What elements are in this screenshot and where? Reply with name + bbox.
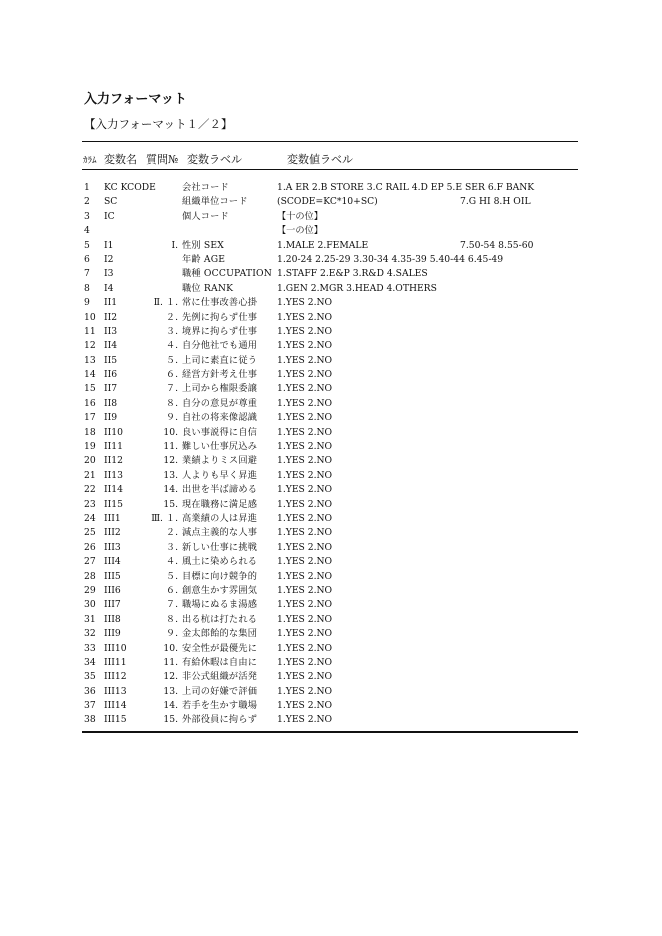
row-column-number: 10: [84, 311, 96, 323]
row-column-number: 14: [84, 369, 96, 381]
row-question-number: ４.: [165, 340, 178, 352]
row-value-labels: 1.YES 2.NO: [277, 714, 333, 726]
row-question-number: 11.: [163, 441, 178, 453]
row-value-labels: 1.YES 2.NO: [277, 383, 333, 395]
row-question-number: ３.: [165, 325, 178, 337]
row-variable-name: III5: [104, 570, 121, 582]
row-value-labels: (SCODE=KC*10+SC): [277, 196, 378, 208]
row-column-number: 12: [84, 340, 96, 352]
table-row: [0, 642, 662, 656]
row-variable-label: 難しい仕事尻込み: [182, 441, 258, 453]
table-row: [0, 483, 662, 497]
table-row: [0, 699, 662, 713]
row-variable-name: II15: [104, 498, 123, 510]
row-variable-label: 安全性が最優先に: [182, 642, 258, 654]
row-variable-name: II12: [104, 455, 123, 467]
row-variable-name: III1: [104, 512, 121, 524]
row-value-labels: 【一の位】: [277, 225, 323, 237]
row-variable-name: II1: [104, 297, 118, 309]
table-row: [0, 685, 662, 699]
row-value-labels: 1.YES 2.NO: [277, 541, 333, 553]
row-value-labels: 1.YES 2.NO: [277, 311, 333, 323]
row-question-number: 10.: [163, 426, 178, 438]
row-question-number: Ⅲ. １.: [151, 512, 178, 524]
row-value-labels: 1.YES 2.NO: [277, 628, 333, 640]
row-variable-label: 人よりも早く昇進: [182, 469, 258, 481]
table-row: [0, 426, 662, 440]
row-variable-name: II7: [104, 383, 118, 395]
row-value-labels: 1.YES 2.NO: [277, 642, 333, 654]
row-value-labels: 1.YES 2.NO: [277, 455, 333, 467]
row-question-number: ８.: [165, 397, 178, 409]
row-value-labels: 1.YES 2.NO: [277, 369, 333, 381]
table-row: [0, 570, 662, 584]
row-question-number: ５.: [165, 354, 178, 366]
row-variable-label: 非公式組織が活発: [182, 671, 258, 683]
row-variable-label: 自分の意見が尊重: [182, 397, 258, 409]
row-variable-label: 減点主義的な人事: [182, 527, 258, 539]
row-variable-name: II3: [104, 325, 118, 337]
row-column-number: 25: [84, 527, 96, 539]
row-variable-name: II10: [104, 426, 123, 438]
row-variable-label: 性別 SEX: [182, 239, 225, 251]
row-value-labels: 1.YES 2.NO: [277, 570, 333, 582]
row-column-number: 4: [84, 225, 90, 237]
row-variable-name: II6: [104, 369, 118, 381]
row-question-number: ２.: [165, 311, 178, 323]
row-variable-name: I3: [104, 268, 114, 280]
row-column-number: 7: [84, 268, 90, 280]
row-value-labels: 1.YES 2.NO: [277, 685, 333, 697]
row-value-labels: 1.YES 2.NO: [277, 340, 333, 352]
row-value-labels: 1.YES 2.NO: [277, 584, 333, 596]
row-column-number: 5: [84, 239, 90, 251]
row-variable-name: II14: [104, 484, 123, 496]
row-value-labels: 1.YES 2.NO: [277, 656, 333, 668]
header-top-rule: [82, 141, 578, 142]
row-variable-name: III2: [104, 527, 121, 539]
row-question-number: ９.: [165, 412, 178, 424]
table-row: [0, 296, 662, 310]
row-question-number: 12.: [163, 671, 178, 683]
table-row: [0, 339, 662, 353]
row-column-number: 15: [84, 383, 96, 395]
row-value-labels: 1.YES 2.NO: [277, 412, 333, 424]
row-variable-label: 高業績の人は昇進: [182, 512, 258, 524]
row-question-number: ６.: [165, 369, 178, 381]
row-variable-label: 年齢 AGE: [182, 253, 226, 265]
table-row: [0, 598, 662, 612]
row-value-labels: 1.GEN 2.MGR 3.HEAD 4.OTHERS: [277, 282, 437, 294]
row-variable-name: I2: [104, 253, 114, 265]
row-variable-name: IC: [104, 210, 115, 222]
section-subtitle: 【入力フォーマット１／２】: [84, 117, 233, 131]
row-variable-label: 若手を生かす職場: [182, 700, 258, 712]
row-column-number: 1: [84, 182, 90, 193]
row-variable-name: KC KCODE: [104, 182, 156, 193]
row-column-number: 20: [84, 455, 96, 467]
row-variable-label: 新しい仕事に挑戦: [182, 541, 258, 553]
row-variable-label: 上司の好嫌で評価: [182, 685, 258, 697]
row-question-number: ８.: [165, 613, 178, 625]
row-column-number: 27: [84, 556, 96, 568]
row-question-number: 14.: [163, 484, 178, 496]
row-question-number: ３.: [165, 541, 178, 553]
row-value-labels: 1.STAFF 2.E&P 3.R&D 4.SALES: [277, 268, 428, 280]
table-row: [0, 541, 662, 555]
row-value-labels: 1.MALE 2.FEMALE: [277, 239, 369, 251]
row-variable-label: 経営方針考え仕事: [182, 369, 258, 381]
row-value-labels: 1.YES 2.NO: [277, 484, 333, 496]
row-variable-label: 外部役員に拘らず: [182, 714, 258, 726]
row-variable-label: 組織単位コード: [182, 196, 248, 208]
row-variable-name: III8: [104, 613, 121, 625]
table-row: [0, 526, 662, 540]
row-column-number: 33: [84, 642, 96, 654]
table-row: [0, 498, 662, 512]
row-variable-name: I4: [104, 282, 114, 294]
row-column-number: 31: [84, 613, 96, 625]
row-variable-name: II9: [104, 412, 118, 424]
row-variable-name: SC: [104, 196, 118, 208]
table-row: [0, 670, 662, 684]
row-column-number: 24: [84, 512, 96, 524]
row-variable-label: 自分他社でも通用: [182, 340, 258, 352]
row-column-number: 38: [84, 714, 96, 726]
table-row: [0, 354, 662, 368]
row-question-number: 11.: [163, 656, 178, 668]
row-variable-name: III9: [104, 628, 121, 640]
table-row: [0, 584, 662, 598]
row-variable-name: II4: [104, 340, 118, 352]
row-variable-name: II8: [104, 397, 118, 409]
row-column-number: 37: [84, 700, 96, 712]
row-column-number: 9: [84, 297, 90, 309]
row-column-number: 29: [84, 584, 96, 596]
row-variable-name: III10: [104, 642, 127, 654]
row-column-number: 16: [84, 397, 96, 409]
row-variable-label: 有給休暇は自由に: [182, 656, 258, 668]
row-column-number: 36: [84, 685, 96, 697]
row-variable-name: III12: [104, 671, 127, 683]
row-column-number: 32: [84, 628, 96, 640]
row-question-number: 15.: [163, 498, 178, 510]
header-bottom-rule: [82, 169, 578, 170]
row-variable-name: II13: [104, 469, 123, 481]
header-col: ｶﾗﾑ: [83, 156, 97, 166]
table-row: [0, 555, 662, 569]
row-question-number: 13.: [163, 469, 178, 481]
table-row: [0, 311, 662, 325]
table-row: [0, 239, 662, 253]
row-question-number: 12.: [163, 455, 178, 467]
row-column-number: 2: [84, 196, 90, 208]
table-row: [0, 613, 662, 627]
row-variable-name: III7: [104, 599, 121, 611]
row-column-number: 6: [84, 253, 90, 265]
header-values: 変数値ラベル: [287, 153, 353, 166]
table-row: [0, 512, 662, 526]
row-value-labels: 【十の位】: [277, 210, 323, 222]
table-row: [0, 454, 662, 468]
row-variable-label: 業績よりミス回避: [182, 455, 258, 467]
row-variable-name: III11: [104, 656, 127, 668]
table-row: [0, 411, 662, 425]
row-value-labels: 1.A ER 2.B STORE 3.C RAIL 4.D EP 5.E SER 6.F BANK: [277, 182, 535, 193]
table-row: [0, 181, 662, 195]
table-row: [0, 440, 662, 454]
row-question-number: 13.: [163, 685, 178, 697]
page-title: 入力フォーマット: [84, 92, 187, 107]
row-variable-label: 風土に染められる: [182, 556, 258, 568]
row-column-number: 21: [84, 469, 96, 481]
table-row: [0, 627, 662, 641]
row-variable-name: II5: [104, 354, 118, 366]
row-value-labels: 1.YES 2.NO: [277, 512, 333, 524]
table-bottom-rule: [82, 731, 578, 733]
row-value-labels: 1.YES 2.NO: [277, 297, 333, 309]
header-var: 変数名: [104, 153, 137, 166]
row-question-number: Ⅱ. １.: [153, 297, 178, 309]
row-column-number: 30: [84, 599, 96, 611]
row-variable-name: III14: [104, 700, 127, 712]
table-row: [0, 253, 662, 267]
row-column-number: 17: [84, 412, 96, 424]
table-row: [0, 656, 662, 670]
table-row: [0, 368, 662, 382]
table-row: [0, 469, 662, 483]
row-variable-label: 金太郎飴的な集団: [182, 628, 258, 640]
row-column-number: 22: [84, 484, 96, 496]
row-question-number: 15.: [163, 714, 178, 726]
row-variable-label: 現在職務に満足感: [182, 498, 258, 510]
table-row: [0, 282, 662, 296]
row-variable-name: III6: [104, 584, 121, 596]
row-variable-label: 職種 OCCUPATION: [182, 268, 273, 280]
row-question-number: ７.: [165, 599, 178, 611]
row-value-labels: 1.YES 2.NO: [277, 397, 333, 409]
row-variable-label: 目標に向け競争的: [182, 570, 258, 582]
row-value-labels: 1.YES 2.NO: [277, 599, 333, 611]
row-variable-name: I1: [104, 239, 114, 251]
row-variable-label: 出る杭は打たれる: [182, 613, 258, 625]
row-column-number: 19: [84, 441, 96, 453]
row-variable-name: III3: [104, 541, 121, 553]
row-column-number: 28: [84, 570, 96, 582]
row-value-labels: 1.YES 2.NO: [277, 700, 333, 712]
table-row: [0, 325, 662, 339]
variable-table: [0, 181, 662, 728]
row-value-labels-extra: 7.50-54 8.55-60: [460, 239, 534, 251]
header-label: 変数ラベル: [187, 153, 242, 166]
row-value-labels: 1.YES 2.NO: [277, 613, 333, 625]
row-value-labels: 1.20-24 2.25-29 3.30-34 4.35-39 5.40-44 6.45-49: [277, 253, 504, 265]
row-value-labels: 1.YES 2.NO: [277, 556, 333, 568]
row-question-number: ７.: [165, 383, 178, 395]
row-value-labels: 1.YES 2.NO: [277, 426, 333, 438]
row-value-labels: 1.YES 2.NO: [277, 469, 333, 481]
header-qno: 質問№: [146, 153, 179, 166]
table-row: [0, 224, 662, 238]
row-column-number: 11: [84, 325, 96, 337]
row-question-number: 14.: [163, 700, 178, 712]
row-value-labels: 1.YES 2.NO: [277, 498, 333, 510]
table-row: [0, 397, 662, 411]
row-variable-name: III13: [104, 685, 127, 697]
row-variable-label: 創意生かす雰囲気: [182, 584, 258, 596]
row-variable-name: III4: [104, 556, 121, 568]
row-variable-label: 職位 RANK: [182, 282, 234, 294]
row-variable-label: 自社の将来像認識: [182, 412, 258, 424]
row-variable-label: 上司から権限委譲: [182, 383, 258, 395]
table-row: [0, 195, 662, 209]
row-column-number: 35: [84, 671, 96, 683]
row-question-number: ４.: [165, 556, 178, 568]
row-variable-label: 境界に拘らず仕事: [182, 325, 258, 337]
table-row: [0, 713, 662, 727]
row-column-number: 3: [84, 210, 90, 222]
table-row: [0, 267, 662, 281]
row-column-number: 23: [84, 498, 96, 510]
row-question-number: 10.: [163, 642, 178, 654]
table-row: [0, 210, 662, 224]
row-variable-name: III15: [104, 714, 127, 726]
row-value-labels-extra: 7.G HI 8.H OIL: [460, 196, 531, 208]
row-column-number: 34: [84, 656, 96, 668]
row-column-number: 13: [84, 354, 96, 366]
row-variable-label: 良い事説得に自信: [182, 426, 258, 438]
row-variable-label: 上司に素直に従う: [182, 354, 258, 366]
row-variable-label: 個人コード: [182, 210, 229, 222]
row-column-number: 26: [84, 541, 96, 553]
row-question-number: ５.: [165, 570, 178, 582]
row-variable-name: II11: [104, 441, 123, 453]
row-question-number: ２.: [165, 527, 178, 539]
row-question-number: Ⅰ.: [171, 239, 178, 251]
row-variable-label: 常に仕事改善心掛: [182, 297, 258, 309]
row-value-labels: 1.YES 2.NO: [277, 325, 333, 337]
row-value-labels: 1.YES 2.NO: [277, 527, 333, 539]
row-question-number: ６.: [165, 584, 178, 596]
row-value-labels: 1.YES 2.NO: [277, 441, 333, 453]
row-variable-name: II2: [104, 311, 118, 323]
row-column-number: 8: [84, 282, 90, 294]
row-value-labels: 1.YES 2.NO: [277, 354, 333, 366]
row-variable-label: 職場にぬるま湯感: [182, 599, 258, 611]
table-row: [0, 382, 662, 396]
row-question-number: ９.: [165, 628, 178, 640]
row-value-labels: 1.YES 2.NO: [277, 671, 333, 683]
row-variable-label: 出世を半ば諦める: [182, 484, 258, 496]
row-variable-label: 先例に拘らず仕事: [182, 311, 258, 323]
row-column-number: 18: [84, 426, 96, 438]
row-variable-label: 会社コード: [182, 182, 229, 193]
